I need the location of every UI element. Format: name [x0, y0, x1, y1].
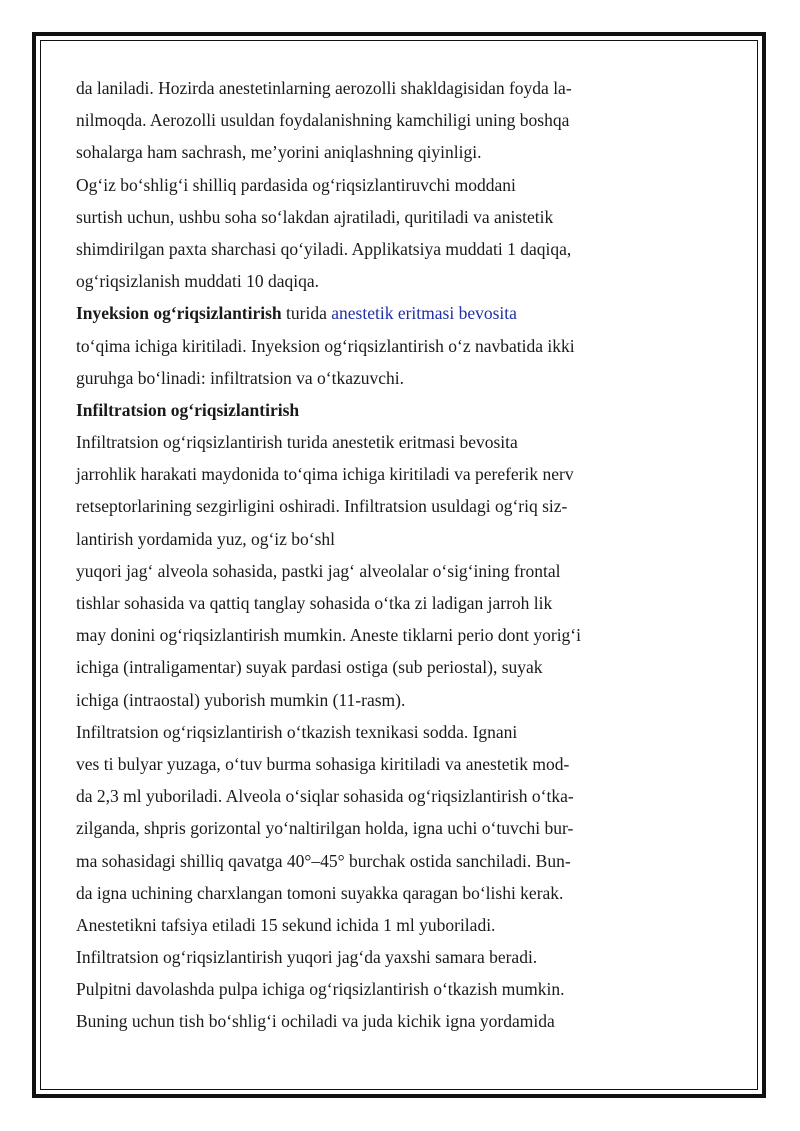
text-line: lantirish yordamida yuz, og‘iz bo‘shl — [76, 528, 336, 549]
section-heading: Infiltratsion og‘riqsizlantirish — [76, 399, 300, 420]
text-line: zilganda, shpris gorizontal yo‘naltirilgan holda, igna uchi o‘tuvchi bur- — [76, 818, 574, 839]
inyeksion-intro-line — [76, 297, 736, 329]
text-line: ves ti bulyar yuzaga, o‘tuv burma sohasiga kiritiladi va anestetik mod- — [76, 753, 570, 774]
anestetik-link[interactable]: anestetik eritmasi bevosita — [331, 303, 517, 324]
text-line: Og‘iz bo‘shlig‘i shilliq pardasida og‘riqsizlantiruvchi moddani — [76, 174, 516, 195]
text-line: jarrohlik harakati maydonida to‘qima ichiga kiritiladi va pereferik nerv — [76, 464, 574, 485]
text-line: da 2,3 ml yuboriladi. Alveola o‘siqlar sohasida og‘riqsizlantirish o‘tka- — [76, 786, 574, 807]
text-line: Infiltratsion og‘riqsizlantirish turida anestetik eritmasi bevosita — [76, 432, 518, 453]
text-line: ichiga (intraostal) yuborish mumkin (11-rasm). — [76, 689, 406, 710]
text-line: nilmoqda. Aerozolli usuldan foydalanishning kamchiligi uning boshqa — [76, 110, 570, 131]
text-line: Buning uchun tish bo‘shlig‘i ochiladi va juda kichik igna yordamida — [76, 1011, 555, 1032]
text-line: Anestetikni tafsiya etiladi 15 sekund ichida 1 ml yuboriladi. — [76, 914, 496, 935]
text-line: og‘riqsizlanish muddati 10 daqiqa. — [76, 271, 320, 292]
text-line: Infiltratsion og‘riqsizlantirish yuqori jag‘da yaxshi samara beradi. — [76, 947, 538, 968]
text-line: da laniladi. Hozirda anestetinlarning aerozolli shakldagisidan foyda la- — [76, 78, 572, 98]
document-body — [76, 72, 736, 1038]
inyeksion-connector: turida — [281, 303, 332, 324]
text-line: Pulpitni davolashda pulpa ichiga og‘riqsizlantirish o‘tkazish mumkin. — [76, 979, 565, 1000]
text-line: tishlar sohasida va qattiq tanglay sohasida o‘tka zi ladigan jarroh lik — [76, 593, 553, 613]
text-line: may donini og‘riqsizlantirish mumkin. Aneste tiklarni perio dont yorig‘i — [76, 625, 581, 646]
inyeksion-term: Inyeksion og‘riqsizlantirish — [76, 303, 282, 324]
text-line: da igna uchining charxlangan tomoni suyakka qaragan bo‘lishi kerak. — [76, 882, 564, 903]
text-line: yuqori jag‘ alveola sohasida, pastki jag‘ alveolalar o‘sig‘ining frontal — [76, 560, 561, 581]
text-line: shimdirilgan paxta sharchasi qo‘yiladi. Applikatsiya muddati 1 daqiqa, — [76, 238, 572, 259]
text-line: Infiltratsion og‘riqsizlantirish o‘tkazish texnikasi sodda. Ignani — [76, 721, 518, 742]
text-line: ichiga (intraligamentar) suyak pardasi ostiga (sub periostal), suyak — [76, 657, 543, 678]
text-line: sohalarga ham sachrash, me’yorini aniqlashning qiyinligi. — [76, 142, 482, 163]
text-line: to‘qima ichiga kiritiladi. Inyeksion og‘riqsizlantirish o‘z navbatida ikki — [76, 335, 575, 356]
text-line: retseptorlarining sezgirligini oshiradi. Infiltratsion usuldagi og‘riq siz- — [76, 496, 568, 517]
text-line: ma sohasidagi shilliq qavatga 40°–45° burchak ostida sanchiladi. Bun- — [76, 850, 571, 871]
text-line: guruhga bo‘linadi: infiltratsion va o‘tkazuvchi. — [76, 367, 405, 388]
text-line: surtish uchun, ushbu soha so‘lakdan ajratiladi, quritiladi va anistetik — [76, 206, 554, 227]
